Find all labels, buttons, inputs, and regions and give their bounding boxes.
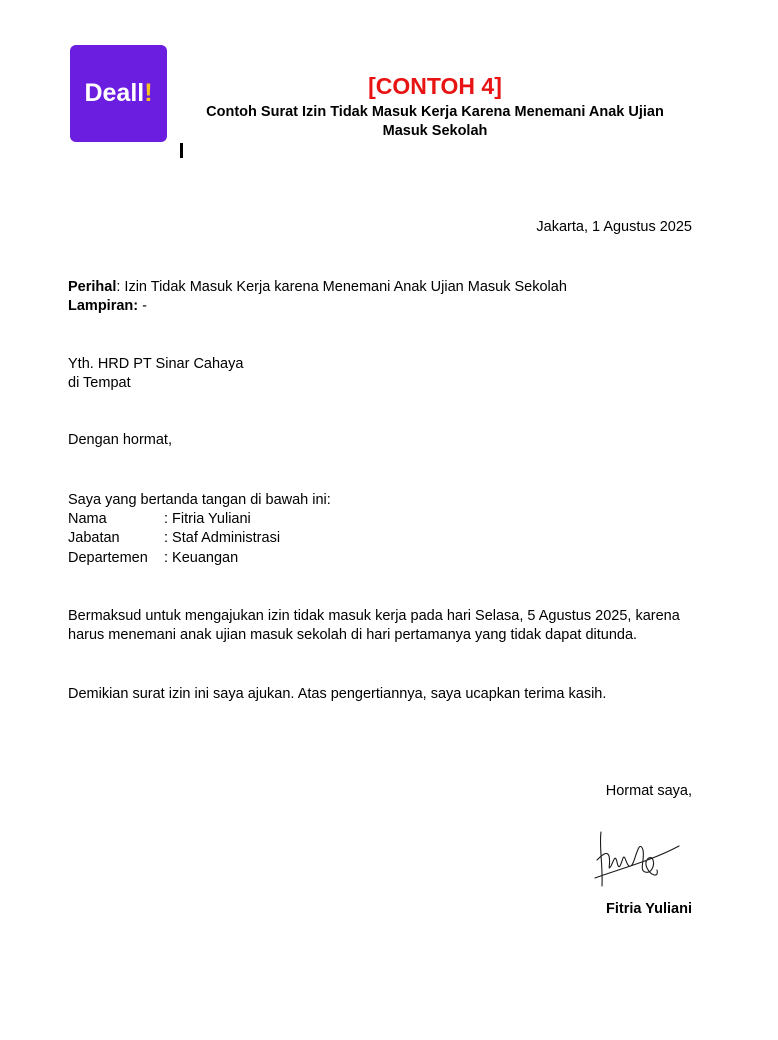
field-row-jabatan	[68, 529, 280, 548]
attachment-label: Lampiran:	[68, 298, 139, 314]
closing-paragraph: Demikian surat izin ini saya ajukan. Atas pengertiannya, saya ucapkan terima kasih.	[68, 686, 607, 702]
example-label: [CONTOH 4]	[368, 73, 502, 99]
signer-name: Fitria Yuliani	[606, 901, 692, 917]
recipient-line-1: Yth. HRD PT Sinar Cahaya	[68, 356, 244, 372]
attachment-line	[68, 297, 147, 316]
logo-brand-text: Deall	[84, 79, 145, 107]
body-line-1: Bermaksud untuk mengajukan izin tidak masuk kerja pada hari Selasa, 5 Agustus 2025, karena	[68, 608, 680, 624]
attachment-value: -	[138, 298, 147, 314]
recipient-line-2: di Tempat	[68, 375, 131, 391]
handwritten-signature	[593, 826, 683, 892]
place-date: Jakarta, 1 Agustus 2025	[536, 219, 692, 235]
field-value: : Staf Administrasi	[164, 530, 281, 546]
field-label: Jabatan	[68, 530, 120, 546]
body-line-2: harus menemani anak ujian masuk sekolah di hari pertamanya yang tidak dapat ditunda.	[68, 627, 638, 643]
field-value: : Fitria Yuliani	[164, 511, 251, 527]
closing-salutation: Hormat saya,	[605, 783, 692, 799]
logo-exclamation: !	[144, 79, 153, 107]
greeting: Dengan hormat,	[68, 432, 172, 448]
deall-logo	[70, 45, 167, 142]
subject-line	[68, 278, 567, 297]
letter-title-line-2: Masuk Sekolah	[382, 123, 488, 139]
text-cursor	[180, 143, 183, 158]
subject-value: : Izin Tidak Masuk Kerja karena Menemani Anak Ujian Masuk Sekolah	[116, 279, 567, 295]
field-row-departemen	[68, 549, 238, 568]
letter-title-line-1: Contoh Surat Izin Tidak Masuk Kerja Karena Menemani Anak Ujian	[206, 104, 664, 120]
intro-text: Saya yang bertanda tangan di bawah ini:	[68, 492, 331, 508]
subject-label: Perihal	[68, 279, 117, 295]
field-label: Nama	[68, 511, 107, 527]
field-row-nama	[68, 510, 251, 529]
field-label: Departemen	[68, 550, 148, 566]
letter-title	[195, 103, 675, 141]
field-value: : Keuangan	[164, 550, 239, 566]
